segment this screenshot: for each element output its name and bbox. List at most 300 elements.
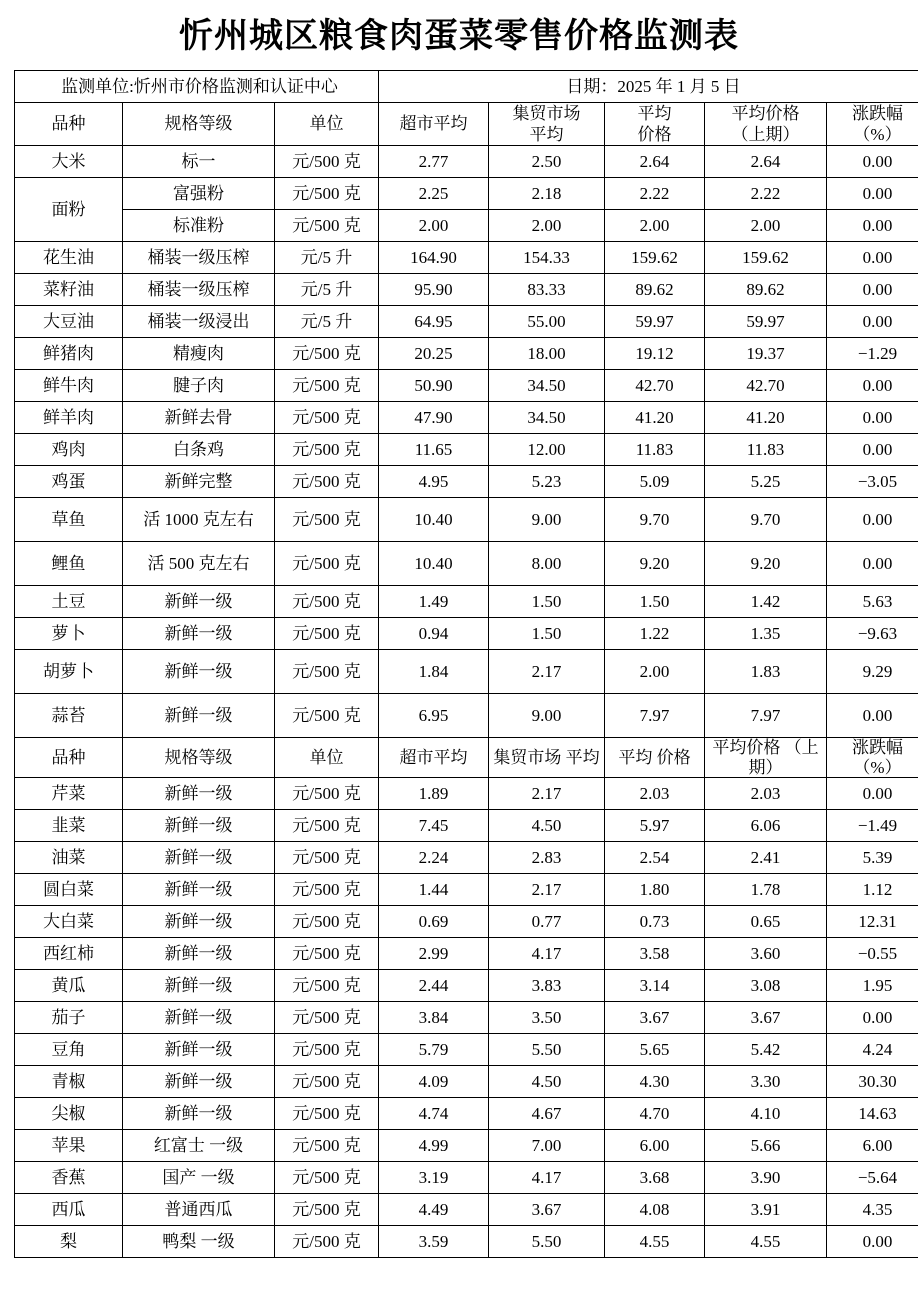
row-fair-market-avg: 8.00 [489, 542, 605, 586]
row-change-rate: 4.35 [827, 1194, 918, 1226]
row-fair-market-avg: 2.17 [489, 778, 605, 810]
row-spec: 国产 一级 [123, 1162, 275, 1194]
row-unit: 元/500 克 [275, 542, 379, 586]
row-variety: 草鱼 [15, 498, 123, 542]
row-spec: 标准粉 [123, 210, 275, 242]
row-previous-price: 9.70 [705, 498, 827, 542]
change-line2: （%） [853, 757, 902, 777]
monitor-unit-label: 监测单位:忻州市价格监测和认证中心 [15, 70, 379, 102]
table-row [15, 542, 918, 586]
row-unit: 元/500 克 [275, 1162, 379, 1194]
row-variety: 鸡蛋 [15, 466, 123, 498]
row-unit: 元/500 克 [275, 938, 379, 970]
row-fair-market-avg: 0.77 [489, 906, 605, 938]
col-header-change-rate [827, 738, 918, 778]
row-variety: 大豆油 [15, 306, 123, 338]
avg-price-line1: 平均 [637, 103, 672, 123]
row-unit: 元/500 克 [275, 146, 379, 178]
row-variety: 菜籽油 [15, 274, 123, 306]
row-supermarket-avg: 2.77 [379, 146, 489, 178]
row-unit: 元/500 克 [275, 178, 379, 210]
row-unit: 元/500 克 [275, 874, 379, 906]
row-change-rate: 0.00 [827, 370, 918, 402]
change-line1: 涨跌幅 [852, 738, 903, 758]
row-change-rate: 0.00 [827, 402, 918, 434]
row-unit: 元/500 克 [275, 906, 379, 938]
row-fair-market-avg: 5.50 [489, 1034, 605, 1066]
row-unit: 元/500 克 [275, 1066, 379, 1098]
row-previous-price: 59.97 [705, 306, 827, 338]
row-average-price: 89.62 [605, 274, 705, 306]
table-row [15, 306, 918, 338]
row-previous-price: 89.62 [705, 274, 827, 306]
row-average-price: 4.55 [605, 1226, 705, 1258]
row-average-price: 7.97 [605, 694, 705, 738]
row-spec: 新鲜一级 [123, 906, 275, 938]
row-average-price: 4.70 [605, 1098, 705, 1130]
row-supermarket-avg: 47.90 [379, 402, 489, 434]
row-unit: 元/500 克 [275, 586, 379, 618]
row-spec: 新鲜一级 [123, 650, 275, 694]
page-title: 忻州城区粮食肉蛋菜零售价格监测表 [179, 18, 739, 55]
row-spec: 新鲜一级 [123, 778, 275, 810]
row-previous-price: 2.22 [705, 178, 827, 210]
row-fair-market-avg: 4.50 [489, 810, 605, 842]
prev-price-line1: 平均价格 [731, 103, 800, 123]
row-fair-market-avg: 2.50 [489, 146, 605, 178]
table-row [15, 970, 918, 1002]
row-change-rate: −1.49 [827, 810, 918, 842]
row-average-price: 3.14 [605, 970, 705, 1002]
row-spec: 新鲜一级 [123, 1002, 275, 1034]
table-row [15, 874, 918, 906]
row-fair-market-avg: 34.50 [489, 402, 605, 434]
row-variety: 苹果 [15, 1130, 123, 1162]
row-previous-price: 5.42 [705, 1034, 827, 1066]
row-supermarket-avg: 2.00 [379, 210, 489, 242]
row-unit: 元/500 克 [275, 210, 379, 242]
row-previous-price: 1.35 [705, 618, 827, 650]
row-unit: 元/500 克 [275, 694, 379, 738]
col-header-unit: 单位 [275, 102, 379, 146]
row-average-price: 41.20 [605, 402, 705, 434]
row-average-price: 2.03 [605, 778, 705, 810]
row-supermarket-avg: 1.44 [379, 874, 489, 906]
row-change-rate: −3.05 [827, 466, 918, 498]
row-change-rate: 1.95 [827, 970, 918, 1002]
row-unit: 元/500 克 [275, 778, 379, 810]
row-change-rate: 0.00 [827, 542, 918, 586]
row-fair-market-avg: 2.00 [489, 210, 605, 242]
row-spec: 桶装一级浸出 [123, 306, 275, 338]
row-previous-price: 4.55 [705, 1226, 827, 1258]
row-spec: 桶装一级压榨 [123, 242, 275, 274]
row-previous-price: 9.20 [705, 542, 827, 586]
row-unit: 元/500 克 [275, 338, 379, 370]
table-row [15, 242, 918, 274]
row-spec: 新鲜一级 [123, 586, 275, 618]
row-spec: 新鲜一级 [123, 842, 275, 874]
prev-price-line1: 平均价格 [712, 738, 781, 758]
row-fair-market-avg: 2.18 [489, 178, 605, 210]
row-average-price: 3.68 [605, 1162, 705, 1194]
fair-market-line2: 平均 [529, 125, 564, 145]
row-variety: 胡萝卜 [15, 650, 123, 694]
row-variety: 油菜 [15, 842, 123, 874]
col-header-spec: 规格等级 [123, 102, 275, 146]
row-supermarket-avg: 4.49 [379, 1194, 489, 1226]
col-header-variety: 品种 [15, 102, 123, 146]
row-supermarket-avg: 3.84 [379, 1002, 489, 1034]
row-previous-price: 7.97 [705, 694, 827, 738]
table-row [15, 178, 918, 210]
row-previous-price: 41.20 [705, 402, 827, 434]
table-row [15, 842, 918, 874]
row-change-rate: 0.00 [827, 694, 918, 738]
row-previous-price: 2.00 [705, 210, 827, 242]
table-row [15, 210, 918, 242]
row-unit: 元/5 升 [275, 242, 379, 274]
row-previous-price: 2.41 [705, 842, 827, 874]
row-spec: 新鲜一级 [123, 810, 275, 842]
row-average-price: 42.70 [605, 370, 705, 402]
table-row [15, 1098, 918, 1130]
row-variety: 鲜羊肉 [15, 402, 123, 434]
row-variety: 茄子 [15, 1002, 123, 1034]
row-fair-market-avg: 5.23 [489, 466, 605, 498]
row-fair-market-avg: 12.00 [489, 434, 605, 466]
row-variety: 鲤鱼 [15, 542, 123, 586]
col-header-unit: 单位 [275, 738, 379, 778]
row-fair-market-avg: 5.50 [489, 1226, 605, 1258]
row-variety: 青椒 [15, 1066, 123, 1098]
table-row [15, 1066, 918, 1098]
table-body [15, 70, 918, 1258]
col-header-fair-market-avg [489, 102, 605, 146]
row-unit: 元/5 升 [275, 306, 379, 338]
row-unit: 元/500 克 [275, 466, 379, 498]
row-change-rate: 1.12 [827, 874, 918, 906]
row-average-price: 3.67 [605, 1002, 705, 1034]
header-row-2 [15, 738, 918, 778]
row-change-rate: −1.29 [827, 338, 918, 370]
row-supermarket-avg: 2.24 [379, 842, 489, 874]
row-unit: 元/500 克 [275, 1002, 379, 1034]
row-average-price: 2.22 [605, 178, 705, 210]
table-row [15, 1162, 918, 1194]
row-average-price: 1.80 [605, 874, 705, 906]
row-change-rate: 4.24 [827, 1034, 918, 1066]
header-row-1 [15, 102, 918, 146]
row-unit: 元/5 升 [275, 274, 379, 306]
row-supermarket-avg: 3.59 [379, 1226, 489, 1258]
avg-price-line2: 价格 [656, 748, 691, 768]
row-change-rate: 0.00 [827, 1002, 918, 1034]
table-row [15, 434, 918, 466]
row-change-rate: 12.31 [827, 906, 918, 938]
row-supermarket-avg: 4.09 [379, 1066, 489, 1098]
row-variety: 韭菜 [15, 810, 123, 842]
row-average-price: 1.22 [605, 618, 705, 650]
row-change-rate: 0.00 [827, 274, 918, 306]
row-average-price: 1.50 [605, 586, 705, 618]
row-spec: 新鲜一级 [123, 618, 275, 650]
table-row [15, 146, 918, 178]
row-fair-market-avg: 4.17 [489, 1162, 605, 1194]
row-change-rate: 0.00 [827, 242, 918, 274]
change-line2: （%） [853, 125, 902, 145]
prev-price-line2: （上期） [731, 125, 800, 145]
row-change-rate: 5.39 [827, 842, 918, 874]
row-fair-market-avg: 1.50 [489, 618, 605, 650]
row-change-rate: −9.63 [827, 618, 918, 650]
row-fair-market-avg: 9.00 [489, 498, 605, 542]
row-fair-market-avg: 4.50 [489, 1066, 605, 1098]
row-change-rate: 5.63 [827, 586, 918, 618]
col-header-change-rate [827, 102, 918, 146]
price-table [14, 70, 918, 1259]
row-average-price: 9.20 [605, 542, 705, 586]
row-fair-market-avg: 18.00 [489, 338, 605, 370]
row-average-price: 6.00 [605, 1130, 705, 1162]
row-average-price: 59.97 [605, 306, 705, 338]
table-row [15, 778, 918, 810]
row-previous-price: 3.60 [705, 938, 827, 970]
row-average-price: 5.65 [605, 1034, 705, 1066]
row-unit: 元/500 克 [275, 402, 379, 434]
table-row [15, 906, 918, 938]
row-fair-market-avg: 55.00 [489, 306, 605, 338]
row-average-price: 0.73 [605, 906, 705, 938]
row-previous-price: 0.65 [705, 906, 827, 938]
table-row [15, 370, 918, 402]
row-average-price: 159.62 [605, 242, 705, 274]
row-fair-market-avg: 3.67 [489, 1194, 605, 1226]
table-row [15, 810, 918, 842]
row-supermarket-avg: 0.94 [379, 618, 489, 650]
row-variety: 西红柿 [15, 938, 123, 970]
row-spec: 桶装一级压榨 [123, 274, 275, 306]
row-previous-price: 159.62 [705, 242, 827, 274]
row-unit: 元/500 克 [275, 434, 379, 466]
row-variety: 芹菜 [15, 778, 123, 810]
row-supermarket-avg: 20.25 [379, 338, 489, 370]
table-row [15, 586, 918, 618]
row-spec: 白条鸡 [123, 434, 275, 466]
row-change-rate: −5.64 [827, 1162, 918, 1194]
row-fair-market-avg: 1.50 [489, 586, 605, 618]
row-variety: 蒜苔 [15, 694, 123, 738]
row-previous-price: 3.91 [705, 1194, 827, 1226]
row-average-price: 4.08 [605, 1194, 705, 1226]
row-supermarket-avg: 2.25 [379, 178, 489, 210]
row-supermarket-avg: 4.74 [379, 1098, 489, 1130]
row-previous-price: 1.83 [705, 650, 827, 694]
col-header-variety: 品种 [15, 738, 123, 778]
row-unit: 元/500 克 [275, 810, 379, 842]
row-spec: 鸭梨 一级 [123, 1226, 275, 1258]
col-header-spec: 规格等级 [123, 738, 275, 778]
col-header-fair-market-avg [489, 738, 605, 778]
row-spec: 新鲜一级 [123, 1034, 275, 1066]
table-row [15, 498, 918, 542]
row-fair-market-avg: 2.17 [489, 874, 605, 906]
row-fair-market-avg: 2.17 [489, 650, 605, 694]
row-fair-market-avg: 154.33 [489, 242, 605, 274]
row-spec: 新鲜一级 [123, 694, 275, 738]
row-change-rate: 0.00 [827, 178, 918, 210]
meta-row [15, 70, 918, 102]
row-change-rate: 0.00 [827, 306, 918, 338]
row-spec: 新鲜一级 [123, 1098, 275, 1130]
row-unit: 元/500 克 [275, 1130, 379, 1162]
row-supermarket-avg: 11.65 [379, 434, 489, 466]
row-supermarket-avg: 2.44 [379, 970, 489, 1002]
row-change-rate: 9.29 [827, 650, 918, 694]
row-unit: 元/500 克 [275, 842, 379, 874]
row-fair-market-avg: 34.50 [489, 370, 605, 402]
row-change-rate: −0.55 [827, 938, 918, 970]
row-variety: 黄瓜 [15, 970, 123, 1002]
row-supermarket-avg: 2.99 [379, 938, 489, 970]
row-unit: 元/500 克 [275, 970, 379, 1002]
row-spec: 精瘦肉 [123, 338, 275, 370]
row-variety: 花生油 [15, 242, 123, 274]
row-fair-market-avg: 9.00 [489, 694, 605, 738]
row-variety: 鲜猪肉 [15, 338, 123, 370]
row-change-rate: 0.00 [827, 1226, 918, 1258]
row-unit: 元/500 克 [275, 1194, 379, 1226]
table-row [15, 1034, 918, 1066]
row-average-price: 2.64 [605, 146, 705, 178]
table-row [15, 1226, 918, 1258]
col-header-supermarket-avg: 超市平均 [379, 102, 489, 146]
row-spec: 活 500 克左右 [123, 542, 275, 586]
table-row [15, 618, 918, 650]
row-previous-price: 2.03 [705, 778, 827, 810]
table-row [15, 650, 918, 694]
row-supermarket-avg: 64.95 [379, 306, 489, 338]
row-unit: 元/500 克 [275, 1226, 379, 1258]
row-variety: 大米 [15, 146, 123, 178]
row-previous-price: 42.70 [705, 370, 827, 402]
row-supermarket-avg: 0.69 [379, 906, 489, 938]
row-spec: 普通西瓜 [123, 1194, 275, 1226]
row-previous-price: 3.08 [705, 970, 827, 1002]
row-previous-price: 4.10 [705, 1098, 827, 1130]
row-variety: 面粉 [15, 178, 123, 242]
table-row [15, 338, 918, 370]
row-supermarket-avg: 50.90 [379, 370, 489, 402]
col-header-previous-price [705, 102, 827, 146]
row-variety: 土豆 [15, 586, 123, 618]
table-row [15, 1130, 918, 1162]
row-supermarket-avg: 5.79 [379, 1034, 489, 1066]
row-supermarket-avg: 6.95 [379, 694, 489, 738]
row-average-price: 2.00 [605, 650, 705, 694]
row-previous-price: 3.30 [705, 1066, 827, 1098]
table-row [15, 694, 918, 738]
row-average-price: 4.30 [605, 1066, 705, 1098]
row-variety: 西瓜 [15, 1194, 123, 1226]
row-fair-market-avg: 2.83 [489, 842, 605, 874]
row-supermarket-avg: 1.84 [379, 650, 489, 694]
row-variety: 萝卜 [15, 618, 123, 650]
row-previous-price: 19.37 [705, 338, 827, 370]
row-spec: 新鲜去骨 [123, 402, 275, 434]
row-average-price: 2.00 [605, 210, 705, 242]
row-fair-market-avg: 3.50 [489, 1002, 605, 1034]
table-row [15, 402, 918, 434]
table-row [15, 1002, 918, 1034]
row-previous-price: 5.25 [705, 466, 827, 498]
row-previous-price: 11.83 [705, 434, 827, 466]
row-previous-price: 2.64 [705, 146, 827, 178]
row-unit: 元/500 克 [275, 618, 379, 650]
row-spec: 腱子肉 [123, 370, 275, 402]
row-average-price: 5.97 [605, 810, 705, 842]
row-variety: 豆角 [15, 1034, 123, 1066]
date-label: 日期：2025 年 1 月 5 日 [379, 70, 918, 102]
row-fair-market-avg: 3.83 [489, 970, 605, 1002]
table-row [15, 274, 918, 306]
col-header-previous-price [705, 738, 827, 778]
row-supermarket-avg: 4.99 [379, 1130, 489, 1162]
col-header-average-price [605, 102, 705, 146]
row-spec: 新鲜一级 [123, 970, 275, 1002]
row-variety: 尖椒 [15, 1098, 123, 1130]
row-previous-price: 3.90 [705, 1162, 827, 1194]
row-average-price: 19.12 [605, 338, 705, 370]
row-supermarket-avg: 10.40 [379, 498, 489, 542]
row-fair-market-avg: 83.33 [489, 274, 605, 306]
row-spec: 活 1000 克左右 [123, 498, 275, 542]
row-variety: 鸡肉 [15, 434, 123, 466]
table-row [15, 466, 918, 498]
row-fair-market-avg: 4.17 [489, 938, 605, 970]
avg-price-line2: 价格 [637, 125, 672, 145]
row-variety: 梨 [15, 1226, 123, 1258]
row-variety: 圆白菜 [15, 874, 123, 906]
fair-market-line1: 集贸市场 [512, 103, 581, 123]
row-previous-price: 1.42 [705, 586, 827, 618]
row-change-rate: 0.00 [827, 210, 918, 242]
row-previous-price: 3.67 [705, 1002, 827, 1034]
row-previous-price: 5.66 [705, 1130, 827, 1162]
row-change-rate: 0.00 [827, 146, 918, 178]
prev-price-line2: （上期） [748, 738, 819, 777]
row-fair-market-avg: 7.00 [489, 1130, 605, 1162]
row-fair-market-avg: 4.67 [489, 1098, 605, 1130]
row-unit: 元/500 克 [275, 498, 379, 542]
col-header-average-price [605, 738, 705, 778]
table-row [15, 1194, 918, 1226]
row-spec: 富强粉 [123, 178, 275, 210]
row-change-rate: 14.63 [827, 1098, 918, 1130]
avg-price-line1: 平均 [618, 748, 653, 768]
row-supermarket-avg: 7.45 [379, 810, 489, 842]
row-average-price: 9.70 [605, 498, 705, 542]
row-supermarket-avg: 1.89 [379, 778, 489, 810]
row-supermarket-avg: 10.40 [379, 542, 489, 586]
row-unit: 元/500 克 [275, 1034, 379, 1066]
row-change-rate: 0.00 [827, 498, 918, 542]
row-change-rate: 0.00 [827, 434, 918, 466]
row-spec: 新鲜一级 [123, 874, 275, 906]
row-unit: 元/500 克 [275, 1098, 379, 1130]
row-spec: 新鲜一级 [123, 938, 275, 970]
row-variety: 大白菜 [15, 906, 123, 938]
